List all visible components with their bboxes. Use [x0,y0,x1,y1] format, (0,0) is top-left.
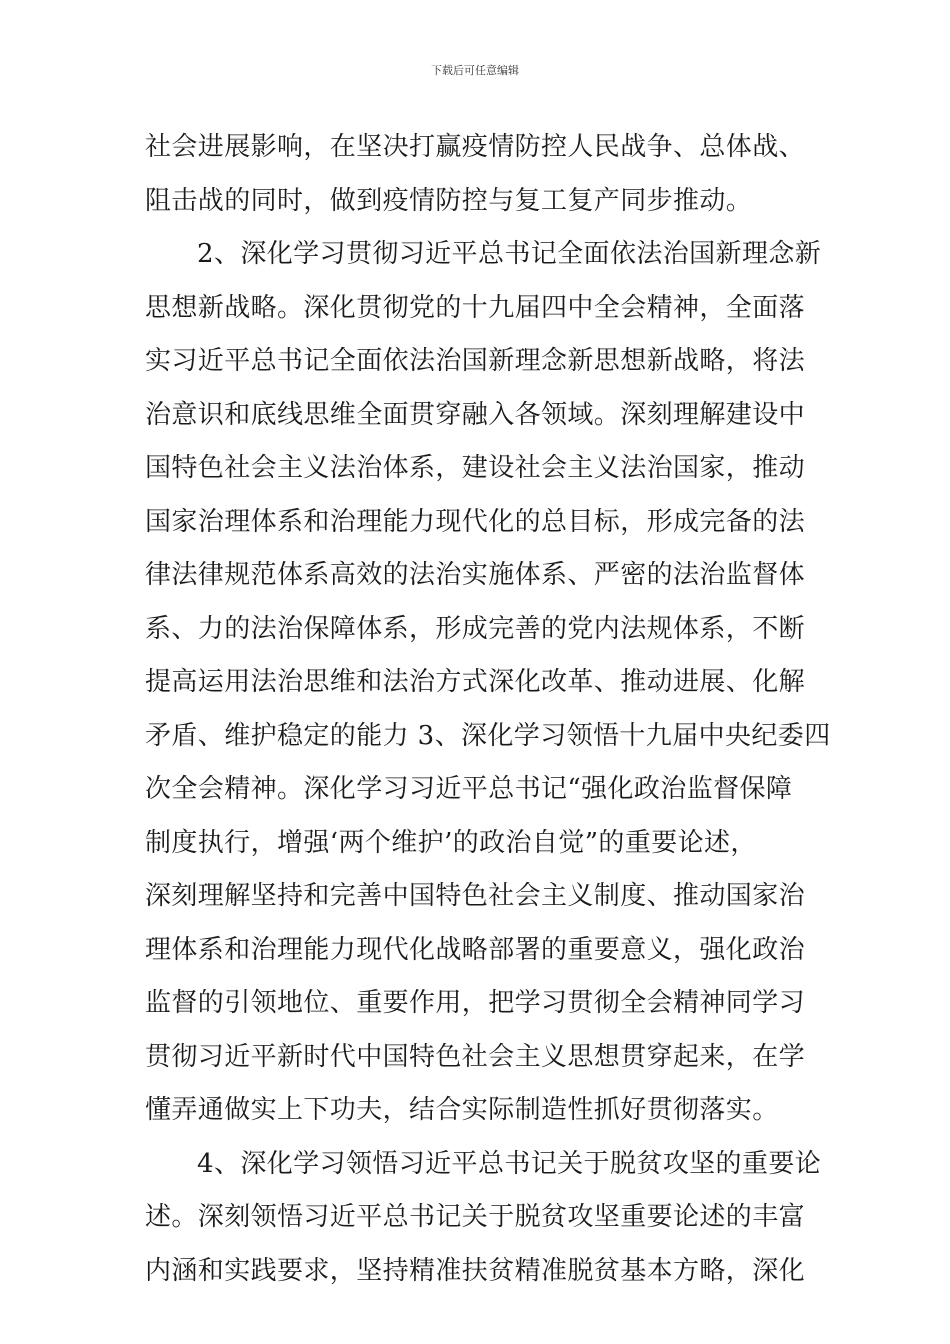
text-line: 懂弄通做实上下功夫，结合实际制造性抓好贯彻落实。 [145,1095,779,1125]
text-line: 阻击战的同时，做到疫情防控与复工复产同步推动。 [145,185,753,216]
text-line: 贯彻习近平新时代中国特色社会主义思想贯穿起来，在学 [145,1041,806,1072]
text-line: 监督的引领地位、重要作用，把学习贯彻全会精神同学习 [145,988,806,1018]
text-line: 矛盾、维护稳定的能力 3、深化学习领悟十九届中央纪委四 [145,720,831,751]
text-line: 内涵和实践要求，坚持精准扶贫精准脱贫基本方略，深化 [145,1255,806,1286]
text-line: 述。深刻领悟习近平总书记关于脱贫攻坚重要论述的丰富 [145,1202,806,1232]
paragraph-2 [145,233,831,1143]
text-line: 理体系和治理能力现代化战略部署的重要意义，强化政治 [145,934,806,965]
text-line: 制度执行，增强‘两个维护’的政治自觉”的重要论述， [145,827,757,858]
paragraph-1 [145,126,811,233]
text-line: 4、深化学习领悟习近平总书记关于脱贫攻坚的重要论 [197,1148,822,1179]
text-line: 国特色社会主义法治体系，建设社会主义法治国家，推动 [145,453,806,483]
text-line: 深刻理解坚持和完善中国特色社会主义制度、推动国家治 [145,881,806,911]
text-line: 系、力的法治保障体系，形成完善的党内法规体系，不断 [145,613,806,644]
text-line: 思想新战略。深化贯彻党的十九届四中全会精神，全面落 [145,292,806,323]
document-body [145,126,831,1303]
text-line: 2、深化学习贯彻习近平总书记全面依法治国新理念新 [197,239,822,269]
text-line: 提高运用法治思维和法治方式深化改革、推动进展、化解 [145,667,806,697]
page-header: 下载后可任意编辑 [431,64,519,77]
text-line: 实习近平总书记全面依法治国新理念新思想新战略，将法 [145,346,806,376]
text-line: 治意识和底线思维全面贯穿融入各领域。深刻理解建设中 [145,399,806,430]
text-line: 社会进展影响，在坚决打赢疫情防控人民战争、总体战、 [145,132,806,162]
text-line: 律法律规范体系高效的法治实施体系、严密的法治监督体 [145,560,806,590]
text-line: 国家治理体系和治理能力现代化的总目标，形成完备的法 [145,506,806,537]
paragraph-3 [145,1143,822,1304]
text-line: 次全会精神。深化学习习近平总书记“强化政治监督保障 [145,774,793,804]
